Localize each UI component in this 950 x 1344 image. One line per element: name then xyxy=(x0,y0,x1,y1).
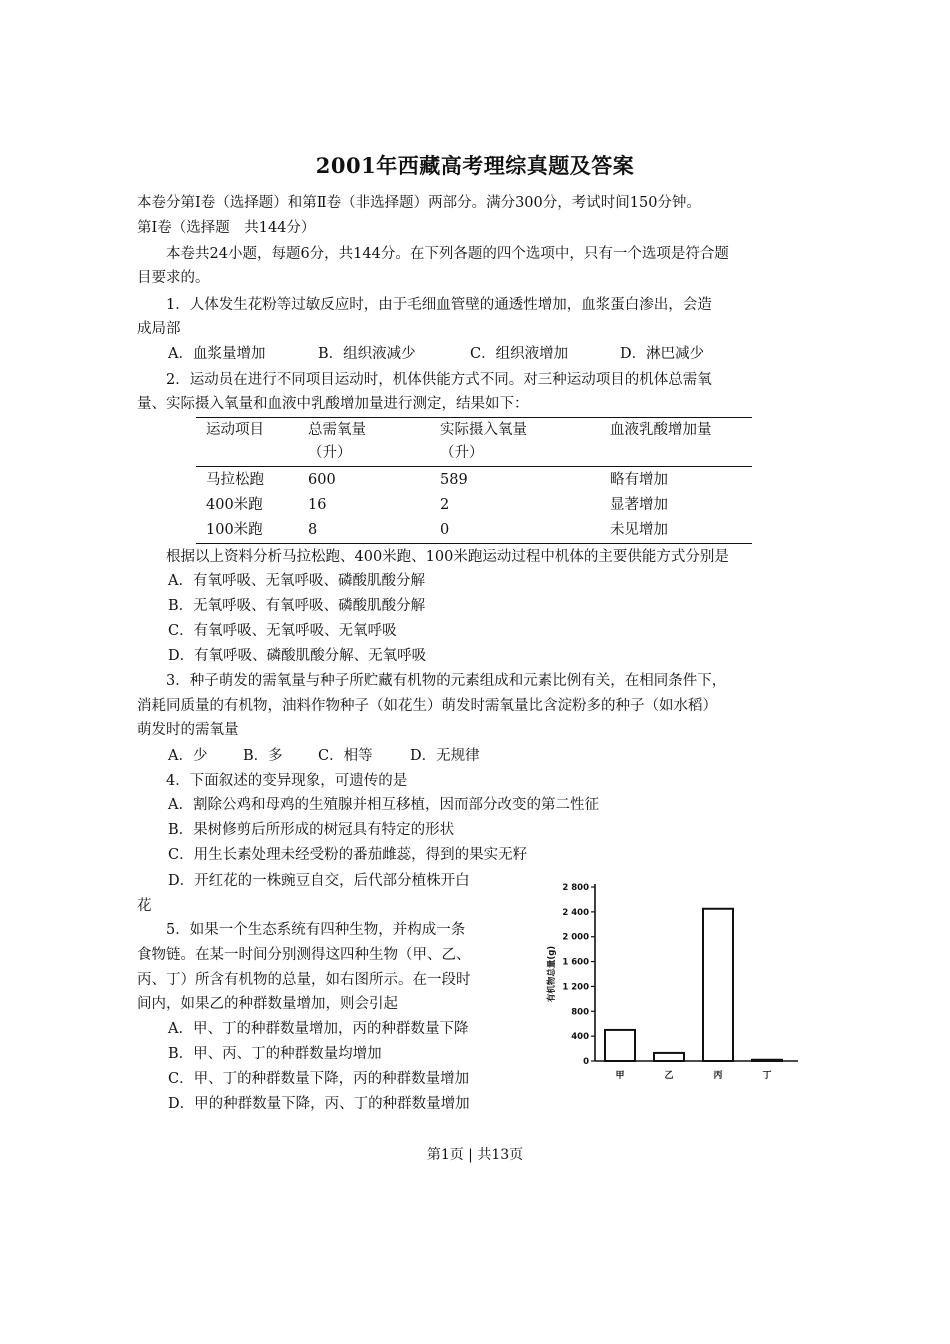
q3-option-a: A．少 xyxy=(168,748,208,764)
q5-option-a: A．甲、丁的种群数量增加，丙的种群数量下降 xyxy=(168,1021,469,1037)
table-unit: （升） xyxy=(308,445,352,461)
organic-matter-bar-chart xyxy=(540,878,802,1086)
q5-option-d: D．甲的种群数量下降，丙、丁的种群数量增加 xyxy=(168,1096,470,1112)
x-tick-label: 丙 xyxy=(713,1071,723,1081)
q3-option-d: D．无规律 xyxy=(410,748,480,764)
q1-stem-cont: 成局部 xyxy=(137,321,181,337)
q5-stem-cont: 食物链。在某一时间分别测得这四种生物（甲、乙、 xyxy=(137,947,471,963)
q5-option-c: C．甲、丁的种群数量下降，丙的种群数量增加 xyxy=(168,1071,470,1087)
q4-option-c: C．用生长素处理未经受粉的番茄雌蕊，得到的果实无籽 xyxy=(168,847,528,863)
table-cell: 马拉松跑 xyxy=(206,472,264,488)
y-axis-label: 有机物总量(g) xyxy=(547,945,557,1003)
table-cell: 未见增加 xyxy=(610,522,668,538)
bar-甲 xyxy=(605,1030,635,1061)
q3-stem-end: 萌发时的需氧量 xyxy=(137,722,239,738)
y-tick-label: 2 400 xyxy=(562,907,589,918)
q4-option-a: A．割除公鸡和母鸡的生殖腺并相互移植，因而部分改变的第二性征 xyxy=(168,797,599,813)
table-top-rule xyxy=(196,417,752,418)
table-header: 运动项目 xyxy=(206,422,264,438)
q5-stem-end: 间内，如果乙的种群数量增加，则会引起 xyxy=(137,996,398,1012)
q2-option-b: B．无氧呼吸、有氧呼吸、磷酸肌酸分解 xyxy=(168,598,426,614)
table-header: 实际摄入氧量 xyxy=(440,422,527,438)
q2-option-a: A．有氧呼吸、无氧呼吸、磷酸肌酸分解 xyxy=(168,573,425,589)
q4-option-d-cont: 花 xyxy=(137,898,152,914)
x-tick-label: 甲 xyxy=(615,1071,625,1081)
x-tick-label: 乙 xyxy=(664,1071,674,1081)
table-cell: 显著增加 xyxy=(610,497,668,513)
page-footer: 第1页 | 共13页 xyxy=(426,1147,524,1163)
bar-丙 xyxy=(703,909,733,1061)
y-tick-label: 800 xyxy=(571,1007,589,1018)
bar-丁 xyxy=(752,1060,782,1061)
page-title: 2001年西藏高考理综真题及答案 xyxy=(315,153,635,178)
q2-option-c: C．有氧呼吸、无氧呼吸、无氧呼吸 xyxy=(168,623,397,639)
q3-option-c: C．相等 xyxy=(318,748,373,764)
table-cell: 16 xyxy=(308,497,327,513)
section-note-cont: 目要求的。 xyxy=(137,270,210,286)
q1-option-b: B．组织液减少 xyxy=(318,346,416,362)
table-cell: 589 xyxy=(440,472,468,488)
q4-option-b: B．果树修剪后所形成的树冠具有特定的形状 xyxy=(168,822,455,838)
table-cell: 0 xyxy=(440,522,450,538)
table-header: 血液乳酸增加量 xyxy=(610,422,712,438)
q2-stem-cont: 量、实际摄入氧量和血液中乳酸增加量进行测定，结果如下： xyxy=(137,396,529,412)
q4-stem: 4．下面叙述的变异现象，可遗传的是 xyxy=(166,773,408,789)
q2-stem: 2．运动员在进行不同项目运动时，机体供能方式不同。对三种运动项目的机体总需氧 xyxy=(166,372,712,388)
x-tick-label: 丁 xyxy=(762,1071,772,1081)
table-unit: （升） xyxy=(440,445,484,461)
y-tick-label: 1 600 xyxy=(562,957,589,968)
q5-stem-cont: 丙、丁）所含有机物的总量，如右图所示。在一段时 xyxy=(137,972,471,988)
q5-option-b: B．甲、丙、丁的种群数量均增加 xyxy=(168,1046,382,1062)
y-tick-label: 2 800 xyxy=(562,883,589,893)
table-cell: 略有增加 xyxy=(610,472,668,488)
table-header: 总需氧量 xyxy=(308,422,366,438)
exam-instructions: 本卷分第Ⅰ卷（选择题）和第Ⅱ卷（非选择题）两部分。满分300分，考试时间150分钟。 xyxy=(137,195,701,211)
section-heading: 第Ⅰ卷（选择题 共144分） xyxy=(137,220,316,236)
y-tick-label: 1 200 xyxy=(562,982,589,993)
q3-stem-cont: 消耗同质量的有机物，油料作物种子（如花生）萌发时需氧量比含淀粉多的种子（如水稻） xyxy=(137,698,717,714)
q3-option-b: B．多 xyxy=(243,748,283,764)
q1-option-d: D．淋巴减少 xyxy=(620,346,705,362)
q1-option-c: C．组织液增加 xyxy=(470,346,569,362)
q4-option-d: D．开红花的一株豌豆自交，后代部分植株开白 xyxy=(168,873,470,889)
q2-question: 根据以上资料分析马拉松跑、400米跑、100米跑运动过程中机体的主要供能方式分别是 xyxy=(166,549,729,565)
section-note: 本卷共24小题，每题6分，共144分。在下列各题的四个选项中，只有一个选项是符合题 xyxy=(166,246,729,262)
q1-option-a: A．血浆量增加 xyxy=(168,346,266,362)
q1-stem: 1．人体发生花粉等过敏反应时，由于毛细血管壁的通透性增加，血浆蛋白渗出，会造 xyxy=(166,297,712,313)
table-cell: 2 xyxy=(440,497,450,513)
table-mid-rule xyxy=(196,466,752,467)
y-tick-label: 400 xyxy=(571,1032,589,1043)
y-tick-label: 2 000 xyxy=(562,932,589,943)
table-cell: 600 xyxy=(308,472,336,488)
table-cell: 400米跑 xyxy=(206,497,263,513)
y-tick-label: 0 xyxy=(583,1057,589,1067)
q2-option-d: D．有氧呼吸、磷酸肌酸分解、无氧呼吸 xyxy=(168,648,427,664)
table-cell: 8 xyxy=(308,522,318,538)
table-bottom-rule xyxy=(196,543,752,544)
q5-stem: 5．如果一个生态系统有四种生物，并构成一条 xyxy=(166,922,466,938)
q3-stem: 3．种子萌发的需氧量与种子所贮藏有机物的元素组成和元素比例有关，在相同条件下， xyxy=(166,673,727,689)
table-cell: 100米跑 xyxy=(206,522,263,538)
bar-乙 xyxy=(654,1053,684,1061)
